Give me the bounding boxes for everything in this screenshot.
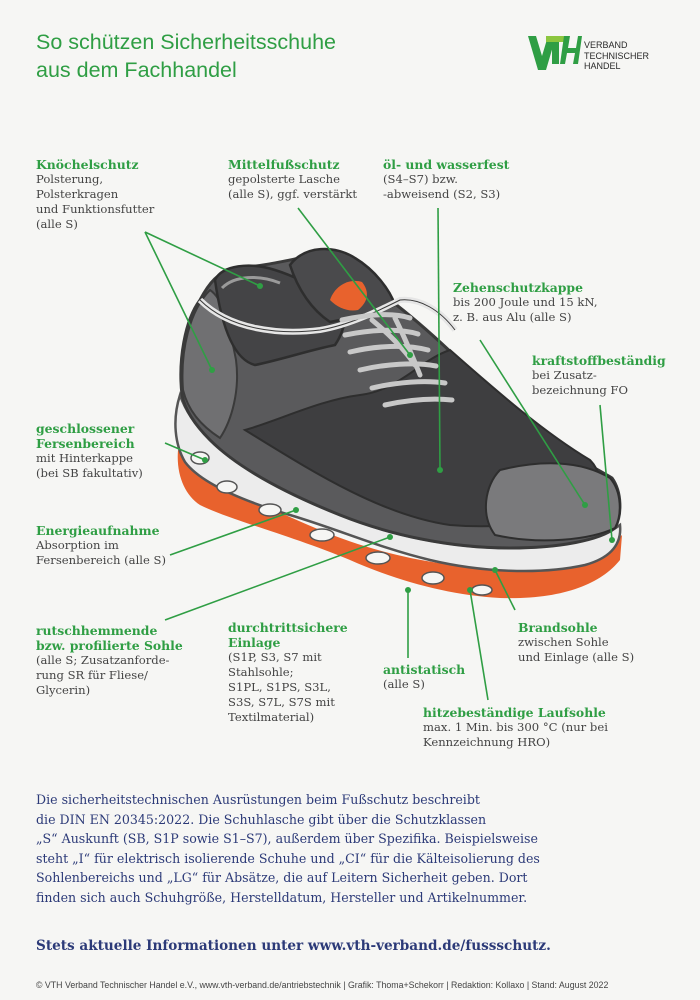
- label-knoechelschutz-line: Polsterkragen: [36, 187, 119, 201]
- label-antistatisch: [383, 662, 465, 692]
- leader-dot-zehen: [582, 502, 588, 508]
- intro-line: steht „I“ für elektrisch isolierende Schuhe und „CI“ für die Kälteisolierung des: [36, 850, 540, 866]
- label-fersenbereich-heading: Fersenbereich: [36, 436, 135, 451]
- label-energieaufnahme-heading: Energieaufnahme: [36, 523, 160, 538]
- label-laufsohle-heading: hitzebeständige Laufsohle: [423, 705, 606, 720]
- label-rutschhemmend-heading: rutschhemmende: [36, 623, 158, 638]
- intro-line: Die sicherheitstechnischen Ausrüstungen beim Fußschutz beschreibt: [36, 792, 480, 807]
- label-kraftstoff: [532, 353, 666, 398]
- label-rutschhemmend-line: Glycerin): [36, 683, 91, 697]
- label-knoechelschutz: [36, 157, 154, 232]
- label-durchtrittsicher: [228, 620, 348, 725]
- label-durchtrittsicher-line: S3S, S7L, S7S mit: [228, 695, 335, 709]
- label-mittelfussschutz-line: gepolsterte Lasche: [228, 172, 340, 186]
- label-knoechelschutz-line: (alle S): [36, 217, 78, 231]
- leader-dot-energie: [293, 507, 299, 513]
- leader-dot-brandsohle: [492, 567, 498, 573]
- label-fersenbereich: [36, 421, 143, 481]
- label-durchtrittsicher-line: S1PL, S1PS, S3L,: [228, 680, 331, 694]
- label-brandsohle: [518, 620, 634, 665]
- label-knoechelschutz-heading: Knöchelschutz: [36, 157, 139, 172]
- label-kraftstoff-line: bezeichnung FO: [532, 383, 628, 397]
- label-brandsohle-heading: Brandsohle: [518, 620, 598, 635]
- label-kraftstoff-line: bei Zusatz-: [532, 368, 597, 382]
- logo-line-3: HANDEL: [584, 61, 621, 71]
- label-mittelfussschutz-heading: Mittelfußschutz: [228, 157, 340, 172]
- label-laufsohle-line: Kennzeichnung HRO): [423, 735, 551, 749]
- label-fersenbereich-line: mit Hinterkappe: [36, 451, 134, 465]
- label-laufsohle: [423, 705, 608, 750]
- label-laufsohle-line: max. 1 Min. bis 300 °C (nur bei: [423, 720, 608, 734]
- leader-rutsch: [165, 537, 390, 620]
- label-antistatisch-line: (alle S): [383, 677, 425, 691]
- footer-credits: © VTH Verband Technischer Handel e.V., www.vth-verband.de/antriebstechnik | Grafik: Thoma+Schekorr | Redaktion: Kollaxo | Stand: August 2022: [36, 980, 609, 990]
- label-zehenschutzkappe-line: bis 200 Joule und 15 kN,: [453, 295, 598, 309]
- label-energieaufnahme-line: Fersenbereich (alle S): [36, 553, 166, 567]
- label-rutschhemmend-heading: bzw. profilierte Sohle: [36, 638, 183, 653]
- label-oelfest-heading: öl- und wasserfest: [383, 157, 510, 172]
- label-durchtrittsicher-line: Stahlsohle;: [228, 665, 294, 679]
- leader-knoechel-a: [145, 232, 260, 286]
- label-oelfest-line: -abweisend (S2, S3): [383, 187, 501, 201]
- toe-cap: [486, 463, 620, 540]
- intro-line: finden sich auch Schuhgröße, Herstelldatum, Hersteller und Artikelnummer.: [36, 889, 528, 905]
- label-zehenschutzkappe-heading: Zehenschutzkappe: [453, 280, 583, 295]
- label-energieaufnahme-line: Absorption im: [36, 538, 119, 552]
- leader-dot-antistatisch: [405, 587, 411, 593]
- label-energieaufnahme: [36, 523, 166, 568]
- label-durchtrittsicher-heading: Einlage: [228, 635, 281, 650]
- label-mittelfussschutz: [228, 157, 357, 202]
- intro-line: Sohlenbereichs und „LG“ für Absätze, die auf Leitern Sicherheit geben. Dort: [36, 870, 528, 886]
- label-zehenschutzkappe: [453, 280, 598, 325]
- label-oelfest-line: (S4–S7) bzw.: [383, 172, 458, 186]
- leader-dot-knoechel-b: [209, 367, 215, 373]
- leader-dot-laufsohle: [467, 587, 473, 593]
- leader-dot-mittelfuss: [407, 352, 413, 358]
- label-mittelfussschutz-line: (alle S), ggf. verstärkt: [228, 187, 358, 201]
- intro-paragraph: [36, 790, 676, 908]
- leader-dot-knoechel-a: [257, 283, 263, 289]
- label-oelfest: [383, 157, 509, 202]
- title-line-2: aus dem Fachhandel: [36, 58, 237, 82]
- label-knoechelschutz-line: und Funktionsfutter: [36, 202, 155, 216]
- info-link-text: Stets aktuelle Informationen unter www.vth-verband.de/fussschutz.: [36, 938, 551, 954]
- label-durchtrittsicher-line: Textilmaterial): [228, 710, 315, 724]
- label-brandsohle-line: und Einlage (alle S): [518, 650, 635, 664]
- label-fersenbereich-line: (bei SB fakultativ): [36, 466, 143, 480]
- title-line-1: So schützen Sicherheitsschuhe: [36, 30, 336, 54]
- leader-dot-oel: [437, 467, 443, 473]
- label-antistatisch-heading: antistatisch: [383, 662, 466, 677]
- intro-line: „S“ Auskunft (SB, S1P sowie S1–S7), außerdem über Spezifika. Beispielsweise: [36, 831, 538, 847]
- leader-dot-fersen: [202, 457, 208, 463]
- leader-dot-rutsch: [387, 534, 393, 540]
- leader-dot-kraftstoff: [609, 537, 615, 543]
- label-brandsohle-line: zwischen Sohle: [518, 635, 609, 649]
- label-zehenschutzkappe-line: z. B. aus Alu (alle S): [453, 310, 572, 324]
- label-durchtrittsicher-heading: durchtrittsichere: [228, 620, 348, 635]
- logo-line-2: TECHNISCHER: [584, 50, 650, 61]
- intro-line: die DIN EN 20345:2022. Die Schuhlasche gibt über die Schutzklassen: [36, 811, 487, 827]
- label-fersenbereich-heading: geschlossener: [36, 421, 135, 436]
- label-rutschhemmend: [36, 623, 183, 698]
- label-kraftstoff-heading: kraftstoffbeständig: [532, 353, 666, 368]
- label-rutschhemmend-line: rung SR für Fliese/: [36, 668, 148, 682]
- label-rutschhemmend-line: (alle S; Zusatzanforde-: [36, 653, 170, 667]
- label-durchtrittsicher-line: (S1P, S3, S7 mit: [228, 650, 322, 664]
- leader-laufsohle: [470, 590, 488, 700]
- logo-line-1: VERBAND: [584, 40, 628, 50]
- label-knoechelschutz-line: Polsterung,: [36, 172, 104, 186]
